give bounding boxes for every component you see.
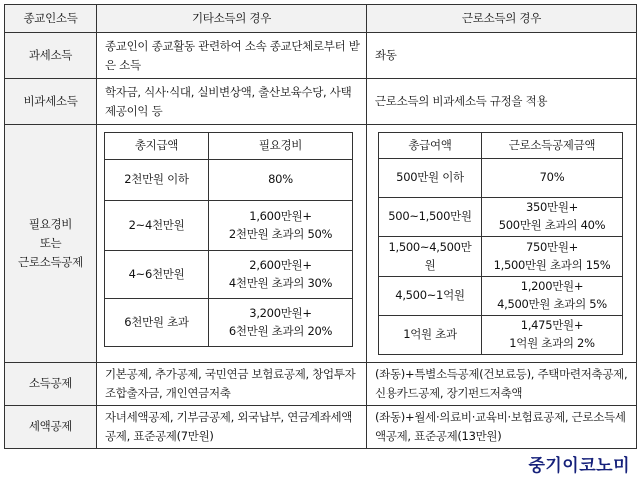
earned-deduction-amount-line1: 500만원 이하 (396, 170, 464, 185)
necessary-expense-value-line1: 80% (268, 172, 293, 187)
necessary-expense-value (209, 201, 353, 251)
earned-deduction-value (482, 316, 623, 355)
earned-deduction-value-line2: 4,500만원 초과의 5% (497, 297, 607, 311)
necessary-expense-amount: 2천만원 이하 (105, 160, 209, 201)
necessary-expense-value (209, 160, 353, 201)
brand-logo-text: 중기이코노미 (528, 456, 630, 476)
label-tax-credit: 세액공제 (5, 405, 97, 448)
credit-earned-cell: (좌동)+월세·의료비·교육비·보험료공제, 근로소득세액공제, 표준공제(13만원) (367, 405, 637, 448)
earned-deduction-value (482, 198, 623, 237)
taxable-other-cell: 종교인이 종교활동 관련하여 소속 종교단체로부터 받은 소득 (97, 33, 367, 79)
table-row (105, 201, 353, 251)
label-expense (5, 125, 97, 363)
label-expense-line2: 또는 (39, 236, 62, 251)
earned-deduction-value-line2: 1억원 초과의 2% (509, 336, 595, 350)
earned-deduction-amount (379, 237, 482, 277)
label-income-deduction: 소득공제 (5, 363, 97, 406)
expense-other-cell (97, 125, 367, 363)
row-nontaxable-income (5, 79, 637, 125)
deduction-other-cell: 기본공제, 추가공제, 국민연금 보험료공제, 창업투자조합출자금, 개인연금저축 (97, 363, 367, 406)
earned-deduction-amount-line2: 원 (424, 257, 436, 272)
earned-deduction-amount (379, 277, 482, 316)
earned-deduction-amount-line1: 500~1,500만원 (388, 209, 472, 224)
table-row (379, 159, 623, 198)
label-expense-line1: 필요경비 (28, 217, 73, 232)
row-taxable-income (5, 33, 637, 79)
earned-deduction-value-line2: 1,500만원 초과의 15% (493, 257, 611, 272)
row-expense (5, 125, 637, 363)
header-religious-income: 종교인소득 (5, 5, 97, 33)
necessary-expense-amount: 2~4천만원 (105, 201, 209, 251)
earned-income-deduction-table (378, 132, 623, 355)
earned-deduction-amount-line1: 1억원 초과 (403, 327, 457, 342)
header-other-income: 기타소득의 경우 (97, 5, 367, 33)
necessary-expense-amount: 6천만원 초과 (105, 299, 209, 347)
earned-deduction-amount-line1: 4,500~1억원 (395, 288, 465, 303)
deduction-earned-cell: (좌동)+특별소득공제(건보료등), 주택마련저축공제, 신용카드공제, 장기펀드저축액 (367, 363, 637, 406)
necessary-expense-value (209, 299, 353, 347)
necessary-expense-value-line1: 3,200만원+ (249, 305, 312, 320)
table-row (105, 251, 353, 299)
table-row (379, 277, 623, 316)
earned-deduction-amount (379, 159, 482, 198)
earned-deduction-value-line1: 70% (539, 170, 565, 185)
label-taxable-income: 과세소득 (5, 33, 97, 79)
table-row (105, 160, 353, 201)
earned-deduction-value-line1: 750만원+ (525, 239, 578, 254)
credit-other-cell: 자녀세액공제, 기부금공제, 외국납부, 연금계좌세액공제, 표준공제(7만원) (97, 405, 367, 448)
nontaxable-earned-cell: 근로소득의 비과세소득 규정을 적용 (367, 79, 637, 125)
necessary-expense-value (209, 251, 353, 299)
row-tax-credit (5, 405, 637, 448)
label-expense-line3: 근로소득공제 (18, 254, 83, 269)
earned-deduction-amount-line1: 1,500~4,500만 (388, 239, 472, 254)
row-income-deduction (5, 363, 637, 406)
expense-earned-cell (367, 125, 637, 363)
earned-deduction-header (379, 133, 623, 159)
necessary-expense-table (104, 132, 353, 347)
necessary-expense-header-amount: 총지급액 (105, 133, 209, 160)
earned-deduction-value-line1: 350만원+ (525, 200, 578, 215)
header-earned-income: 근로소득의 경우 (367, 5, 637, 33)
comparison-table (4, 4, 637, 449)
necessary-expense-header (105, 133, 353, 160)
earned-deduction-value (482, 159, 623, 198)
table-row (105, 299, 353, 347)
table-row (379, 198, 623, 237)
earned-deduction-value (482, 237, 623, 277)
earned-deduction-header-amount: 총급여액 (379, 133, 482, 159)
necessary-expense-value-line1: 1,600만원+ (249, 208, 312, 223)
nontaxable-other-cell: 학자금, 식사·식대, 실비변상액, 출산보육수당, 사택제공이익 등 (97, 79, 367, 125)
header-row (5, 5, 637, 33)
necessary-expense-header-expense: 필요경비 (209, 133, 353, 160)
necessary-expense-value-line1: 2,600만원+ (249, 257, 312, 272)
earned-deduction-amount (379, 316, 482, 355)
earned-deduction-value-line2: 500만원 초과의 40% (498, 218, 606, 232)
earned-deduction-value-line1: 1,475만원+ (520, 318, 584, 333)
earned-deduction-value (482, 277, 623, 316)
necessary-expense-value-line2: 2천만원 초과의 50% (228, 226, 333, 241)
necessary-expense-value-line2: 4천만원 초과의 30% (228, 275, 333, 290)
earned-deduction-amount (379, 198, 482, 237)
necessary-expense-amount: 4~6천만원 (105, 251, 209, 299)
earned-deduction-header-deduction: 근로소득공제금액 (482, 133, 623, 159)
label-nontaxable-income: 비과세소득 (5, 79, 97, 125)
taxable-earned-cell: 좌동 (367, 33, 637, 79)
table-row (379, 316, 623, 355)
table-row (379, 237, 623, 277)
earned-deduction-value-line1: 1,200만원+ (520, 279, 584, 294)
necessary-expense-value-line2: 6천만원 초과의 20% (228, 323, 333, 338)
